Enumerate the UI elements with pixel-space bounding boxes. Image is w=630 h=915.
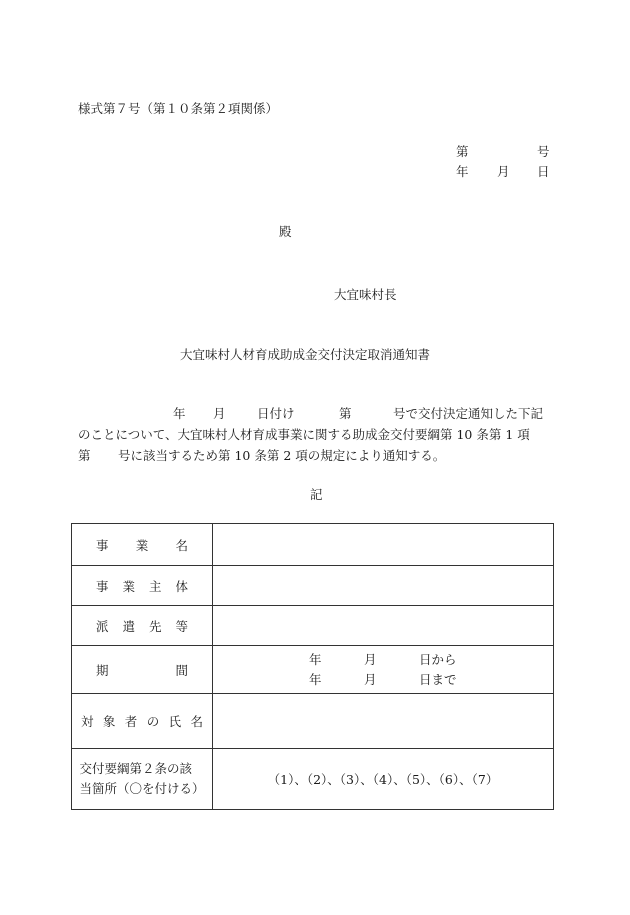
doc-number-prefix: 第 xyxy=(456,144,469,159)
ki-heading: 記 xyxy=(310,487,323,502)
form-number: 様式第７号（第１０条第２項関係） xyxy=(78,101,279,116)
label-project-name: 事 業 名 xyxy=(72,524,213,566)
table-row xyxy=(72,524,554,566)
body-line-1 xyxy=(78,403,560,424)
table-row xyxy=(72,566,554,606)
value-destination[interactable] xyxy=(213,606,554,646)
body-line3-prefix: 第 xyxy=(78,448,91,463)
applicable-clause-label xyxy=(79,759,204,799)
document-number xyxy=(456,142,549,158)
label-applicable-clause xyxy=(72,749,213,810)
body-day: 日付け xyxy=(257,406,295,421)
value-project-entity[interactable] xyxy=(213,566,554,606)
body-text xyxy=(78,403,560,466)
table-row xyxy=(72,694,554,749)
body-month: 月 xyxy=(213,406,226,421)
body-year: 年 xyxy=(173,406,186,421)
clause-label-line2: 当箇所（〇を付ける） xyxy=(79,781,205,796)
period-to-year: 年 xyxy=(309,671,322,687)
label-destination: 派 遣 先 等 xyxy=(72,606,213,646)
value-project-name[interactable] xyxy=(213,524,554,566)
body-line-2: のことについて、大宜味村人材育成事業に関する助成金交付要綱第 10 条第 1 項 xyxy=(78,427,530,442)
period-from-year: 年 xyxy=(309,651,322,667)
document-title: 大宜味村人材育成助成金交付決定取消通知書 xyxy=(180,347,431,362)
value-period[interactable] xyxy=(213,646,554,694)
period-to-day: 日まで xyxy=(419,671,457,687)
addressee: 殿 xyxy=(279,224,292,239)
period-from-month: 月 xyxy=(364,651,377,667)
detail-table xyxy=(71,523,554,810)
sender: 大宜味村長 xyxy=(334,287,397,302)
doc-number-suffix: 号 xyxy=(537,144,550,159)
date-year: 年 xyxy=(456,164,469,179)
period-from-day: 日から xyxy=(419,651,457,667)
value-applicable-clause[interactable] xyxy=(213,749,554,810)
table-row xyxy=(72,646,554,694)
body-line-3 xyxy=(78,445,560,466)
table-row xyxy=(72,749,554,810)
body-line1-rest: 号で交付決定通知した下記 xyxy=(393,406,544,421)
clause-label-line1: 交付要綱第２条の該 xyxy=(79,761,192,776)
body-no-prefix: 第 xyxy=(339,406,352,421)
date-month: 月 xyxy=(497,164,510,179)
document-date xyxy=(456,162,549,178)
date-day: 日 xyxy=(537,164,550,179)
period-to-month: 月 xyxy=(364,671,377,687)
label-project-entity: 事 業 主 体 xyxy=(72,566,213,606)
table-row xyxy=(72,606,554,646)
body-line3-rest: 号に該当するため第 10 条第 2 項の規定により通知する。 xyxy=(118,448,446,463)
label-target-name: 対 象 者 の 氏 名 xyxy=(72,694,213,749)
clause-options: （1）、（2）、（3）、（4）、（5）、（6）、（7） xyxy=(267,772,499,787)
period-from xyxy=(309,650,457,670)
period-to xyxy=(309,670,457,690)
label-period: 期 間 xyxy=(72,646,213,694)
value-target-name[interactable] xyxy=(213,694,554,749)
